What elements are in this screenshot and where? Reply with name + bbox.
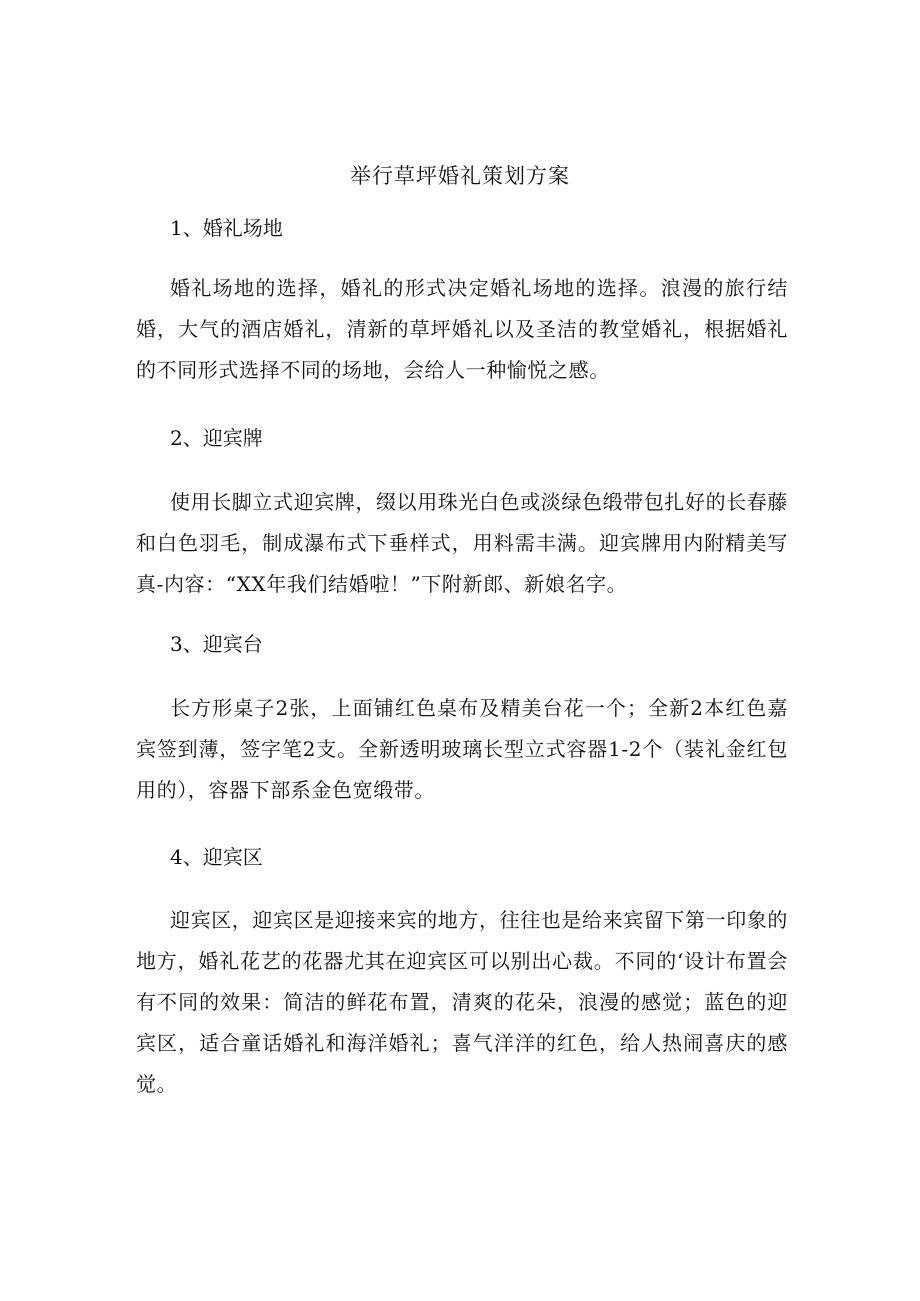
- section-heading-welcome-table: 3、迎宾台: [170, 632, 263, 656]
- section-heading-venue: 1、婚礼场地: [170, 216, 283, 240]
- section-body-welcome-area: 迎宾区，迎宾区是迎接来宾的地方，往往也是给来宾留下第一印象的地方，婚礼花艺的花器尤其在迎宾区可以别出心裁。不同的‘设计布置会有不同的效果：简洁的鲜花布置，清爽的花朵，浪漫的感觉；蓝色的迎宾区，适合童话婚礼和海洋婚礼；喜气洋洋的红色，给人热闹喜庆的感觉。: [136, 908, 788, 1096]
- section-heading-welcome-area: 4、迎宾区: [170, 845, 263, 869]
- section-body-welcome-sign: 使用长脚立式迎宾牌，缀以用珠光白色或淡绿色缎带包扎好的长春藤和白色羽毛，制成瀑布式下垂样式，用料需丰满。迎宾牌用内附精美写真-内容：“XX年我们结婚啦！”下附新郎、新娘名字。: [136, 490, 788, 596]
- section-heading-welcome-sign: 2、迎宾牌: [170, 426, 263, 450]
- section-body-welcome-table: 长方形桌子2张，上面铺红色桌布及精美台花一个；全新2本红色嘉宾签到薄，签字笔2支。全新透明玻璃长型立式容器1-2个（装礼金红包用的），容器下部系金色宽缎带。: [136, 696, 788, 802]
- document-title: 举行草坪婚礼策划方案: [350, 164, 570, 188]
- section-body-venue: 婚礼场地的选择，婚礼的形式决定婚礼场地的选择。浪漫的旅行结婚，大气的酒店婚礼，清新的草坪婚礼以及圣洁的教堂婚礼，根据婚礼的不同形式选择不同的场地，会给人一种愉悦之感。: [136, 276, 788, 382]
